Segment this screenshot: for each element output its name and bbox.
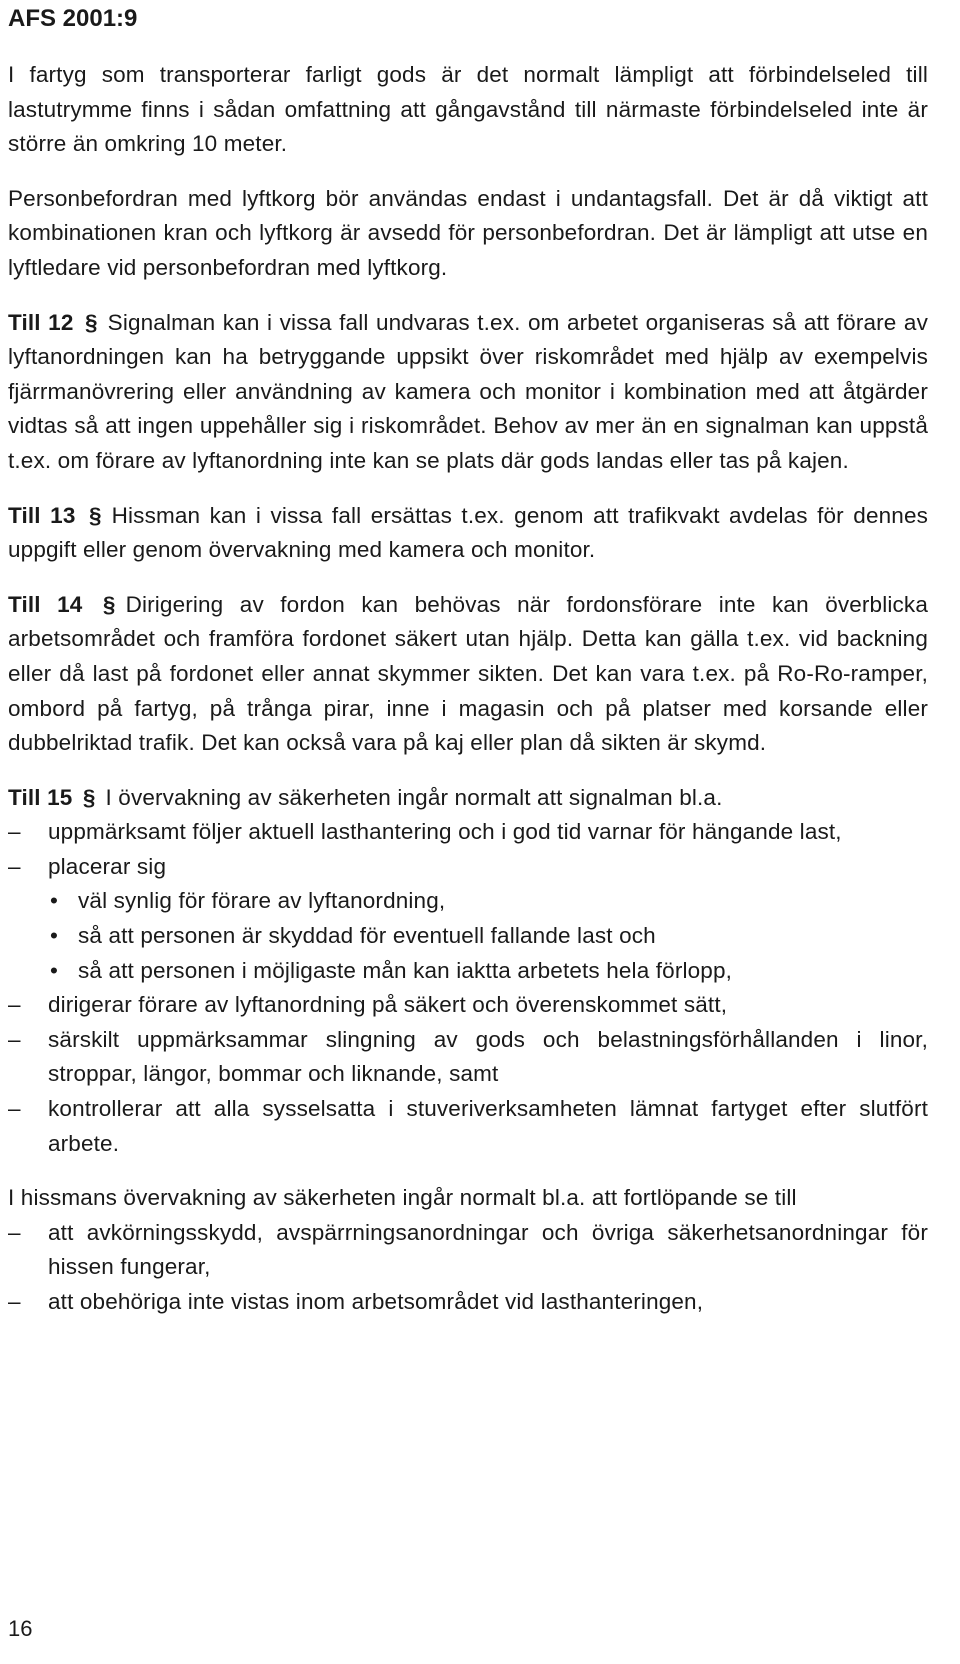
list-item-text: att obehöriga inte vistas inom arbetsområdet vid lasthanteringen, [48, 1289, 704, 1314]
list-item-text: uppmärksamt följer aktuell lasthantering och i god tid varnar för hängande last, [48, 819, 842, 845]
list-item-text: dirigerar förare av lyftanordning på säkert och överenskommet sätt, [48, 992, 728, 1018]
section-till-15 [8, 781, 928, 1162]
list-item [8, 988, 928, 1023]
section-text: Dirigering av fordon kan behövas när fordonsförare inte kan överblicka arbetsområdet och framföra fordonet säkert utan hjälp. Detta kan gälla t.ex. vid backning eller då last på fordonet eller annat skymmer sikten. Det kan vara t.ex. på Ro-Ro-ramper, ombord på fartyg, på trånga pirar, inne i magasin och på platser med korsande eller dubbelriktad trafik. Det kan också vara på kaj eller plan då sikten är skymd. [8, 591, 928, 756]
sublist-item [48, 919, 928, 954]
hissman-intro: I hissmans övervakning av säkerheten ingår normalt bl.a. att fortlöpande se till [8, 1185, 797, 1211]
list-item-text: att avkörningsskydd, avspärrningsanordningar och övriga säkerhetsanordningar för hissen fungerar, [48, 1219, 928, 1280]
section-label: Till 13 [8, 502, 76, 528]
page-number: 16 [8, 1616, 33, 1641]
section-label: Till 15 [8, 784, 73, 810]
dash-marker: – [8, 992, 21, 1018]
list-item [8, 1092, 928, 1161]
signalman-duties-list [8, 815, 928, 1161]
list-item [8, 850, 928, 988]
dash-marker: – [8, 853, 21, 879]
list-item-text: placerar sig [48, 853, 167, 879]
list-item [8, 815, 928, 850]
section-text: I övervakning av säkerheten ingår normalt att signalman bl.a. [105, 784, 723, 810]
list-item [8, 1023, 928, 1092]
dash-marker: – [8, 1289, 21, 1314]
section-symbol: § [84, 309, 98, 335]
list-item [8, 1216, 928, 1285]
list-item [8, 1285, 928, 1320]
section-intro [8, 781, 928, 816]
paragraph-farligt-gods: I fartyg som transporterar farligt gods är det normalt lämpligt att förbindelseled till lastutrymme finns i sådan omfattning att gångavstånd till närmaste förbindelseled inte är större än omkring 10 meter. [8, 62, 928, 157]
bullet-marker: • [50, 923, 59, 949]
hissman-duties-list [8, 1216, 928, 1320]
sublist-item [48, 954, 928, 989]
placement-sublist [48, 884, 928, 988]
bullet-marker: • [50, 888, 59, 914]
list-item-text: särskilt uppmärksammar slingning av gods och belastningsförhållanden i linor, stroppar, längor, bommar och liknande, samt [48, 1026, 928, 1087]
bullet-marker: • [50, 957, 59, 983]
sublist-item-text: så att personen är skyddad för eventuell fallande last och [78, 923, 656, 949]
document-header: AFS 2001:9 [8, 5, 138, 32]
section-text: Hissman kan i vissa fall ersättas t.ex. genom att trafikvakt avdelas för dennes uppgift eller genom övervakning med kamera och monitor. [8, 502, 929, 563]
document-body [8, 58, 928, 1320]
section-symbol: § [88, 502, 102, 528]
dash-marker: – [8, 1096, 21, 1122]
sublist-item [48, 884, 928, 919]
section-symbol: § [102, 591, 116, 617]
section-label: Till 12 [8, 309, 74, 335]
section-till-13 [8, 499, 928, 568]
sublist-item-text: väl synlig för förare av lyftanordning, [78, 888, 446, 914]
dash-marker: – [8, 819, 21, 845]
hissman-section [8, 1181, 928, 1319]
sublist-item-text: så att personen i möjligaste mån kan iaktta arbetets hela förlopp, [78, 957, 733, 983]
list-item-text: kontrollerar att alla sysselsatta i stuveriverksamheten lämnat fartyget efter slutfört arbete. [48, 1096, 928, 1156]
section-till-14 [8, 588, 928, 761]
section-symbol: § [82, 784, 96, 810]
dash-marker: – [8, 1219, 21, 1245]
dash-marker: – [8, 1026, 21, 1052]
section-text: Signalman kan i vissa fall undvaras t.ex. om arbetet organiseras så att förare av lyftanordningen kan ha betryggande uppsikt över riskområdet med hjälp av exempelvis fjärrmanövrering eller användning av kamera och monitor i kombination med att åtgärder vidtas så att ingen uppehåller sig i riskområdet. Behov av mer än en signalman kan uppstå t.ex. om förare av lyftanordning inte kan se plats där gods landas eller tas på kajen. [8, 309, 928, 473]
section-label: Till 14 [8, 591, 83, 617]
section-till-12 [8, 306, 928, 479]
paragraph-personbefordran: Personbefordran med lyftkorg bör användas endast i undantagsfall. Det är då viktigt att kombinationen kran och lyftkorg är avsedd för personbefordran. Det är lämpligt att utse en lyftledare vid personbefordran med lyftkorg. [8, 185, 928, 280]
